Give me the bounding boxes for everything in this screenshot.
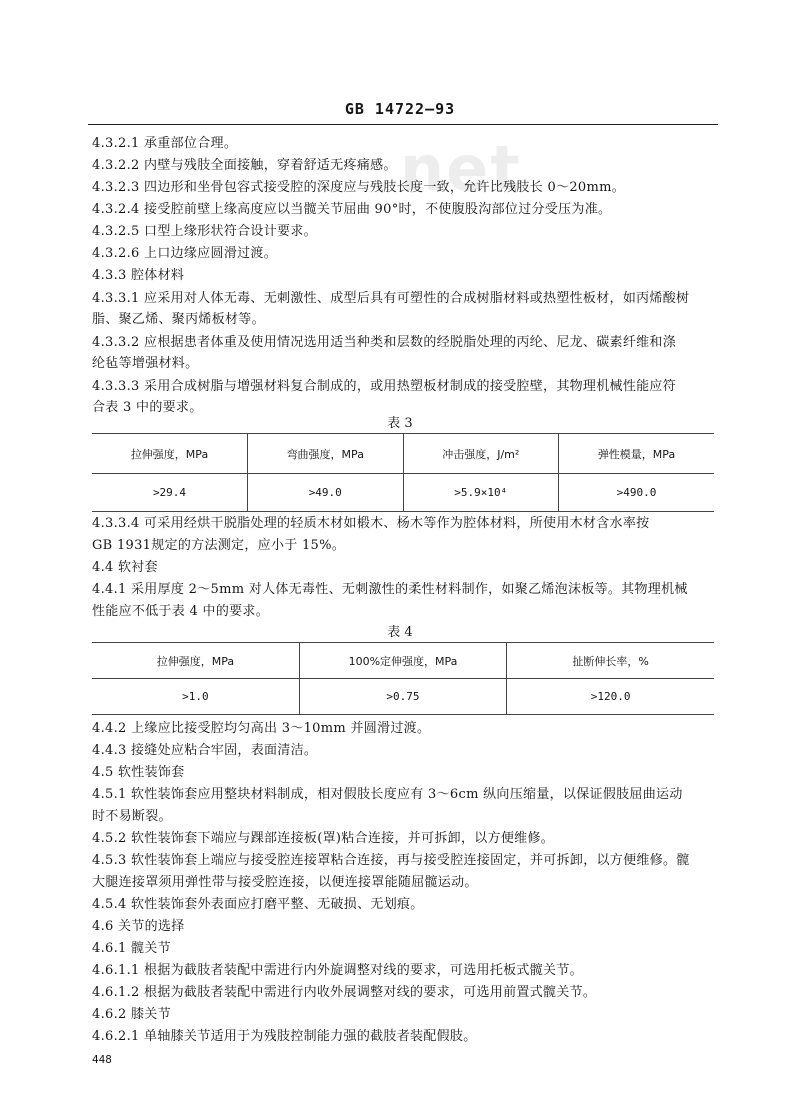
section-heading: 4.6.2 膝关节 <box>92 1007 171 1022</box>
text-line: 4.3.2.4 接受腔前壁上缘高度应以当髋关节屈曲 90°时，不使腹股沟部位过分受压为准。 <box>92 202 612 217</box>
text-line: 4.5.4 软性装饰套外表面应打磨平整、无破损、无划痕。 <box>92 897 424 912</box>
text-line: 4.6.1.2 根据为截肢者装配中需进行内收外展调整对线的要求，可选用前置式髋关节。 <box>92 985 597 1000</box>
standard-header: GB 14722—93 <box>344 100 456 118</box>
section-heading: 4.5 软性装饰套 <box>92 765 185 780</box>
table3-header-cell: 拉伸强度，MPa <box>92 434 248 474</box>
text-line: 4.5.2 软性装饰套下端应与踝部连接板(罩)粘合连接，并可拆卸，以方便维修。 <box>92 831 555 846</box>
table3-value-cell: >29.4 <box>92 474 248 512</box>
text-line: 4.3.3.4 可采用经烘干脱脂处理的轻质木材如椴木、杨木等作为腔体材料，所使用木材含水率按 <box>92 516 650 531</box>
header-rule <box>88 124 718 125</box>
text-line: 4.3.2.3 四边形和坐骨包容式接受腔的深度应与残肢长度一致，允许比残肢长 0～20mm。 <box>92 180 626 195</box>
text-line: GB 1931规定的方法测定，应小于 15%。 <box>92 538 346 553</box>
section-heading: 4.4 软衬套 <box>92 560 158 575</box>
text-line: 4.3.2.5 口型上缘形状符合设计要求。 <box>92 224 317 239</box>
page-number: 448 <box>92 1053 112 1066</box>
table4-caption: 表 4 <box>387 625 413 640</box>
text-line: 合表 3 中的要求。 <box>92 400 203 415</box>
text-line: 时不易断裂。 <box>92 809 172 824</box>
table4-header-cell: 100%定伸强度，MPa <box>299 643 506 679</box>
table4-header-cell: 拉伸强度，MPa <box>92 643 299 679</box>
table3-header-cell: 冲击强度，J/m² <box>403 434 559 474</box>
text-line: 4.5.1 软性装饰套应用整块材料制成，相对假肢长度应有 3～6cm 纵向压缩量，以保证假肢屈曲运动 <box>92 787 683 802</box>
table3-value-cell: >49.0 <box>248 474 404 512</box>
text-line: 纶毡等增强材料。 <box>92 356 199 371</box>
text-line: 4.4.3 接缝处应粘合牢固，表面清洁。 <box>92 743 318 758</box>
watermark: net <box>400 132 522 205</box>
section-heading: 4.6 关节的选择 <box>92 919 185 934</box>
table3-value-cell: >5.9×10⁴ <box>403 474 559 512</box>
section-heading: 4.6.1 髋关节 <box>92 941 171 956</box>
table4-value-cell: >0.75 <box>299 679 506 715</box>
table3-caption: 表 3 <box>387 416 413 431</box>
table3-value-cell: >490.0 <box>559 474 715 512</box>
text-line: 4.6.1.1 根据为截肢者装配中需进行内外旋调整对线的要求，可选用托板式髋关节。 <box>92 963 583 978</box>
text-line: 4.3.2.1 承重部位合理。 <box>92 136 238 151</box>
text-line: 4.4.1 采用厚度 2～5mm 对人体无毒性、无刺激性的柔性材料制作，如聚乙烯泡沫板等。其物理机械 <box>92 582 688 597</box>
table3-header-cell: 弯曲强度，MPa <box>248 434 404 474</box>
table4-value-cell: >120.0 <box>507 679 714 715</box>
text-line: 4.3.3.2 应根据患者体重及使用情况选用适当种类和层数的经脱脂处理的丙纶、尼龙、碳素纤维和涤 <box>92 335 677 350</box>
table4-header-cell: 扯断伸长率，% <box>507 643 714 679</box>
text-line: 4.3.3.1 应采用对人体无毒、无刺激性、成型后具有可塑性的合成树脂材料或热塑性板材，如丙烯酸树 <box>92 291 690 306</box>
text-line: 4.5.3 软性装饰套上端应与接受腔连接罩粘合连接，再与接受腔连接固定，并可拆卸，以方便维修。髋 <box>92 853 690 868</box>
text-line: 4.3.2.6 上口边缘应圆滑过渡。 <box>92 246 278 261</box>
text-line: 4.3.3.3 采用合成树脂与增强材料复合制成的，或用热塑板材制成的接受腔壁，其物理机械性能应符 <box>92 379 677 394</box>
text-line: 4.4.2 上缘应比接受腔均匀高出 3～10mm 并圆滑过渡。 <box>92 721 431 736</box>
section-heading: 4.3.3 腔体材料 <box>92 268 185 283</box>
table4-value-cell: >1.0 <box>92 679 299 715</box>
text-line: 4.3.2.2 内壁与残肢全面接触，穿着舒适无疼痛感。 <box>92 158 397 173</box>
text-line: 性能应不低于表 4 中的要求。 <box>92 604 270 619</box>
table3-header-cell: 弹性模量，MPa <box>559 434 715 474</box>
text-line: 大腿连接罩须用弹性带与接受腔连接，以便连接罩能随屈髋运动。 <box>92 875 478 890</box>
table4 <box>92 642 714 715</box>
text-line: 4.6.2.1 单轴膝关节适用于为残肢控制能力强的截肢者装配假肢。 <box>92 1029 477 1044</box>
text-line: 脂、聚乙烯、聚丙烯板材等。 <box>92 312 265 327</box>
table3 <box>92 433 714 512</box>
